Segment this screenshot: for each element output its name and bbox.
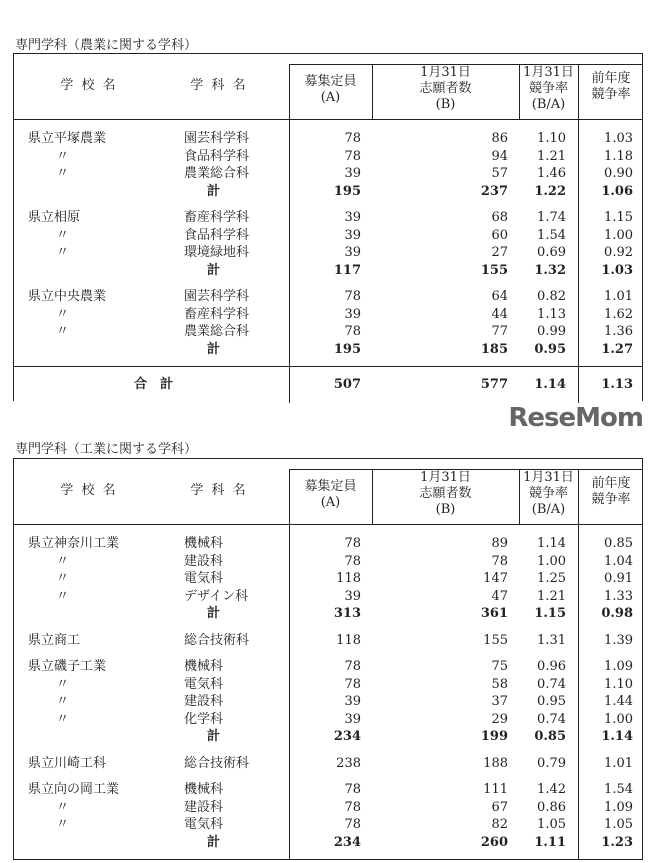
- capacity-value: 78: [344, 131, 361, 146]
- department-name: 機械科: [184, 659, 224, 674]
- school-name: 〃: [56, 588, 70, 604]
- ratio-value: 0.99: [537, 324, 566, 339]
- department-name: 化学科: [184, 711, 224, 727]
- applicants-value: 27: [491, 245, 508, 260]
- school-name: 〃: [56, 324, 70, 339]
- subtotal-row: [14, 341, 642, 359]
- table-row: [14, 588, 642, 606]
- capacity-value: 234: [333, 729, 361, 744]
- header-ratio-line: (B/A): [531, 502, 566, 517]
- applicants-value: 44: [491, 306, 508, 322]
- table-body: [14, 120, 642, 366]
- prev-ratio-value: 1.01: [604, 755, 633, 771]
- subtotal-row: [14, 605, 642, 623]
- subtotal-row: [14, 183, 642, 201]
- prev-ratio-value: 1.14: [601, 729, 633, 744]
- header-dept: 学 科 名: [190, 483, 248, 498]
- applicants-value: 361: [480, 606, 508, 621]
- ratio-value: 1.54: [537, 227, 566, 243]
- ratio-value: 1.13: [537, 306, 566, 322]
- department-name: 建設科: [184, 799, 224, 815]
- industry-table: [13, 458, 643, 860]
- applicants-value: 86: [491, 131, 508, 146]
- header-applicants-line: (B): [435, 502, 456, 517]
- school-name: 県立中央農業: [28, 289, 107, 304]
- ratio-value: 1.25: [537, 571, 566, 586]
- prev-ratio-value: 1.03: [604, 131, 633, 146]
- table-row: [14, 755, 642, 773]
- capacity-value: 78: [344, 782, 361, 797]
- total-prev-ratio: 1.13: [601, 377, 633, 392]
- department-name: 畜産科学科: [184, 306, 250, 322]
- capacity-value: 118: [336, 571, 361, 586]
- row-gap: [14, 649, 642, 658]
- school-name: 県立磯子工業: [28, 659, 107, 674]
- applicants-value: 82: [491, 817, 508, 832]
- capacity-value: 39: [344, 588, 361, 604]
- capacity-value: 39: [344, 210, 361, 225]
- applicants-value: 75: [491, 659, 508, 674]
- table-row: [14, 658, 642, 676]
- ratio-value: 1.00: [537, 553, 566, 569]
- school-name: 〃: [56, 148, 70, 164]
- school-name: 〃: [56, 553, 70, 569]
- ratio-value: 0.74: [537, 711, 566, 727]
- table-row: [14, 148, 642, 166]
- capacity-value: 39: [344, 166, 361, 181]
- prev-ratio-value: 0.90: [604, 166, 633, 181]
- ratio-value: 0.86: [537, 799, 566, 815]
- ratio-value: 0.82: [537, 289, 566, 304]
- school-name: 県立神奈川工業: [28, 536, 120, 551]
- department-name: 建設科: [184, 553, 224, 569]
- capacity-value: 78: [344, 324, 361, 339]
- total-row: [14, 376, 642, 394]
- department-name: 機械科: [184, 536, 224, 551]
- table-header: [14, 459, 642, 525]
- department-name: 農業総合科: [184, 324, 250, 339]
- header-applicants-line: 1月31日: [420, 470, 471, 485]
- table-row: [14, 693, 642, 711]
- applicants-value: 94: [491, 148, 508, 164]
- capacity-value: 78: [344, 536, 361, 551]
- table-body: [14, 525, 642, 859]
- header-dept: 学 科 名: [190, 78, 248, 93]
- capacity-value: 39: [344, 245, 361, 260]
- header-capacity: [289, 479, 372, 511]
- prev-ratio-value: 1.23: [601, 834, 633, 850]
- subtotal-row: [14, 728, 642, 746]
- department-name: 食品科学科: [184, 227, 250, 243]
- department-name: 機械科: [184, 782, 224, 797]
- prev-ratio-value: 1.62: [604, 306, 633, 322]
- department-name: 電気科: [184, 571, 224, 586]
- subtotal-row: [14, 834, 642, 852]
- header-prev-ratio: [578, 71, 644, 103]
- ratio-value: 0.85: [534, 729, 566, 744]
- applicants-value: 57: [491, 166, 508, 181]
- capacity-value: 39: [344, 306, 361, 322]
- header-applicants: [372, 65, 519, 113]
- table-row: [14, 288, 642, 306]
- header-prev-ratio-line: 競争率: [591, 492, 631, 507]
- prev-ratio-value: 1.44: [604, 694, 633, 709]
- header-capacity: [289, 74, 372, 106]
- ratio-value: 1.22: [534, 183, 566, 199]
- header-capacity-label: 募集定員: [304, 479, 357, 494]
- prev-ratio-value: 1.09: [604, 799, 633, 815]
- capacity-value: 78: [344, 799, 361, 815]
- capacity-value: 39: [344, 694, 361, 709]
- header-school: 学 校 名: [60, 78, 118, 93]
- ratio-value: 0.96: [537, 659, 566, 674]
- header-ratio: [519, 470, 578, 518]
- school-name: 〃: [56, 306, 70, 322]
- applicants-value: 58: [491, 676, 508, 692]
- school-name: 〃: [56, 245, 70, 260]
- prev-ratio-value: 1.00: [604, 711, 633, 727]
- subtotal-label: 計: [207, 729, 221, 744]
- department-name: 畜産科学科: [184, 210, 250, 225]
- prev-ratio-value: 1.06: [601, 183, 633, 199]
- header-applicants: [372, 470, 519, 518]
- header-prev-ratio-line: 前年度: [591, 476, 631, 491]
- school-name: 県立向の岡工業: [28, 782, 120, 797]
- header-school: 学 校 名: [60, 483, 118, 498]
- applicants-value: 260: [480, 834, 508, 850]
- table-row: [14, 676, 642, 694]
- prev-ratio-value: 1.36: [604, 324, 633, 339]
- header-capacity-unit: (A): [320, 90, 341, 105]
- header-prev-ratio-line: 前年度: [591, 71, 631, 86]
- table-row: [14, 799, 642, 817]
- header-ratio-line: 競争率: [528, 81, 568, 96]
- table-row: [14, 570, 642, 588]
- header-applicants-line: 志願者数: [419, 486, 472, 501]
- prev-ratio-value: 1.00: [604, 227, 633, 243]
- resemom-watermark-logo: ReseMom: [508, 403, 643, 433]
- header-ratio-line: 競争率: [528, 486, 568, 501]
- ratio-value: 1.74: [537, 210, 566, 225]
- ratio-value: 1.11: [534, 834, 566, 850]
- applicants-value: 64: [491, 289, 508, 304]
- department-name: 建設科: [184, 694, 224, 709]
- header-ratio-line: 1月31日: [523, 470, 574, 485]
- prev-ratio-value: 0.91: [604, 571, 633, 586]
- applicants-value: 47: [491, 588, 508, 604]
- capacity-value: 78: [344, 817, 361, 832]
- ratio-value: 1.15: [534, 606, 566, 621]
- total-applicants: 577: [480, 377, 508, 392]
- ratio-value: 0.95: [534, 341, 566, 357]
- row-gap: [14, 772, 642, 781]
- department-name: 総合技術科: [184, 755, 250, 771]
- school-name: 〃: [56, 166, 70, 181]
- capacity-value: 39: [344, 227, 361, 243]
- applicants-value: 60: [491, 227, 508, 243]
- ratio-value: 1.10: [537, 131, 566, 146]
- department-name: 環境緑地科: [184, 245, 250, 260]
- prev-ratio-value: 1.04: [604, 553, 633, 569]
- ratio-value: 1.21: [537, 588, 566, 604]
- table-header: [14, 54, 642, 120]
- applicants-value: 77: [491, 324, 508, 339]
- prev-ratio-value: 0.92: [604, 245, 633, 260]
- table-row: [14, 306, 642, 324]
- prev-ratio-value: 1.54: [604, 782, 633, 797]
- table-row: [14, 323, 642, 341]
- school-name: 〃: [56, 799, 70, 815]
- table-title-agriculture: 専門学科（農業に関する学科）: [15, 38, 198, 53]
- header-ratio-line: (B/A): [531, 97, 566, 112]
- applicants-value: 29: [491, 711, 508, 727]
- table-row: [14, 244, 642, 262]
- prev-ratio-value: 1.15: [604, 210, 633, 225]
- prev-ratio-value: 1.05: [604, 817, 633, 832]
- applicants-value: 111: [483, 782, 508, 797]
- ratio-value: 1.05: [537, 817, 566, 832]
- ratio-value: 1.21: [537, 148, 566, 164]
- department-name: 園芸科学科: [184, 289, 250, 304]
- ratio-value: 1.32: [534, 262, 566, 278]
- department-name: デザイン科: [184, 588, 249, 604]
- capacity-value: 78: [344, 659, 361, 674]
- table-row: [14, 816, 642, 834]
- applicants-value: 37: [491, 694, 508, 709]
- applicants-value: 199: [480, 729, 508, 744]
- table-row: [14, 130, 642, 148]
- table-row: [14, 227, 642, 245]
- header-prev-ratio-line: 競争率: [591, 87, 631, 102]
- header-capacity-label: 募集定員: [304, 74, 357, 89]
- department-name: 電気科: [184, 676, 224, 692]
- school-name: 〃: [56, 227, 70, 243]
- school-name: 県立平塚農業: [28, 131, 107, 146]
- school-name: 〃: [56, 676, 70, 692]
- school-name: 〃: [56, 571, 70, 586]
- table-row: [14, 711, 642, 729]
- subtotal-label: 計: [207, 606, 221, 621]
- table-row: [14, 209, 642, 227]
- prev-ratio-value: 1.09: [604, 659, 633, 674]
- header-applicants-line: (B): [435, 97, 456, 112]
- school-name: 〃: [56, 817, 70, 832]
- total-ratio: 1.14: [534, 377, 566, 392]
- ratio-value: 1.42: [537, 782, 566, 797]
- table-row: [14, 535, 642, 553]
- department-name: 食品科学科: [184, 148, 250, 164]
- table-row: [14, 553, 642, 571]
- table-row: [14, 632, 642, 650]
- capacity-value: 195: [333, 341, 361, 357]
- capacity-value: 118: [336, 632, 361, 648]
- applicants-value: 78: [491, 553, 508, 569]
- prev-ratio-value: 1.18: [604, 148, 633, 164]
- subtotal-label: 計: [207, 262, 221, 278]
- ratio-value: 0.74: [537, 676, 566, 692]
- capacity-value: 238: [336, 755, 361, 771]
- department-name: 電気科: [184, 817, 224, 832]
- header-capacity-unit: (A): [320, 495, 341, 510]
- table-row: [14, 781, 642, 799]
- total-section: [14, 366, 642, 403]
- subtotal-row: [14, 262, 642, 280]
- department-name: 総合技術科: [184, 632, 250, 648]
- total-capacity: 507: [333, 377, 361, 392]
- table-row: [14, 165, 642, 183]
- ratio-value: 0.95: [537, 694, 566, 709]
- ratio-value: 1.14: [537, 536, 566, 551]
- capacity-value: 313: [333, 606, 361, 621]
- header-applicants-line: 志願者数: [419, 81, 472, 96]
- total-label: 合 計: [134, 377, 174, 392]
- header-ratio-line: 1月31日: [523, 65, 574, 80]
- prev-ratio-value: 1.03: [601, 262, 633, 278]
- ratio-value: 0.79: [537, 755, 566, 771]
- ratio-value: 1.31: [537, 632, 566, 648]
- department-name: 園芸科学科: [184, 131, 250, 146]
- school-name: 県立川崎工科: [28, 755, 107, 771]
- prev-ratio-value: 0.85: [604, 536, 633, 551]
- prev-ratio-value: 1.33: [604, 588, 633, 604]
- applicants-value: 89: [491, 536, 508, 551]
- capacity-value: 78: [344, 289, 361, 304]
- applicants-value: 155: [480, 262, 508, 278]
- ratio-value: 1.46: [537, 166, 566, 181]
- capacity-value: 117: [333, 262, 361, 278]
- subtotal-label: 計: [207, 341, 221, 357]
- capacity-value: 195: [333, 183, 361, 199]
- row-gap: [14, 279, 642, 288]
- table-title-industry: 専門学科（工業に関する学科）: [15, 442, 198, 457]
- capacity-value: 39: [344, 711, 361, 727]
- applicants-value: 188: [483, 755, 508, 771]
- applicants-value: 185: [480, 341, 508, 357]
- row-gap: [14, 200, 642, 209]
- prev-ratio-value: 0.98: [601, 606, 633, 621]
- applicants-value: 237: [480, 183, 508, 199]
- prev-ratio-value: 1.10: [604, 676, 633, 692]
- row-gap: [14, 623, 642, 632]
- school-name: 〃: [56, 711, 70, 727]
- capacity-value: 78: [344, 676, 361, 692]
- prev-ratio-value: 1.01: [604, 289, 633, 304]
- header-ratio: [519, 65, 578, 113]
- ratio-value: 0.69: [537, 245, 566, 260]
- applicants-value: 67: [491, 799, 508, 815]
- capacity-value: 78: [344, 553, 361, 569]
- header-prev-ratio: [578, 476, 644, 508]
- capacity-value: 234: [333, 834, 361, 850]
- prev-ratio-value: 1.27: [601, 341, 633, 357]
- school-name: 県立相原: [28, 210, 81, 225]
- applicants-value: 155: [483, 632, 508, 648]
- header-applicants-line: 1月31日: [420, 65, 471, 80]
- prev-ratio-value: 1.39: [604, 632, 633, 648]
- department-name: 農業総合科: [184, 166, 250, 181]
- applicants-value: 147: [483, 571, 508, 586]
- school-name: 県立商工: [28, 632, 81, 648]
- capacity-value: 78: [344, 148, 361, 164]
- subtotal-label: 計: [207, 183, 221, 199]
- applicants-value: 68: [491, 210, 508, 225]
- school-name: 〃: [56, 694, 70, 709]
- row-gap: [14, 746, 642, 755]
- agriculture-table: [13, 53, 643, 401]
- subtotal-label: 計: [207, 834, 221, 850]
